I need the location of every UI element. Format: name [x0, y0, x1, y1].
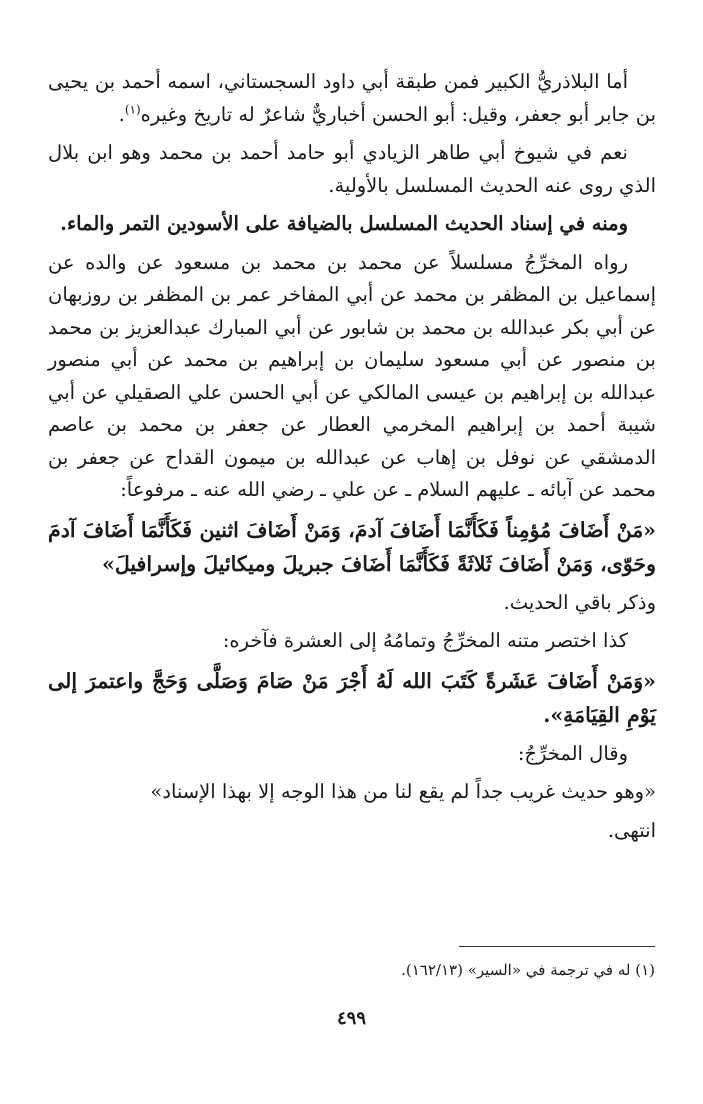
page-body: [48, 66, 656, 853]
paragraph-isnad: رواه المخرِّجُ مسلسلاً عن محمد بن محمد بن مسعود عن والده عن إسماعيل بن المظفر بن محمد عن أبي المفاخر عمر بن المظفر بن روزبهان عن أبي بكر عبدالله بن محمد بن شابور عن أبي المبارك عبدالعزيز بن محمد بن منصور عن أبي مسعود سليمان بن إبراهيم بن محمد عن أبي منصور عبدالله بن إبراهيم بن عيسى المالكي عن أبي الحسن علي الصقيلي عن أبي شيبة أحمد بن إبراهيم المخرمي العطار عن جعفر بن محمد بن عاصم الدمشقي عن نوفل بن إهاب عن عبدالله بن ميمون القداح عن جعفر بن محمد عن آبائه ـ عليهم السلام ـ عن علي ـ رضي الله عنه ـ مرفوعاً:: [48, 250, 656, 501]
paragraph-end-mark: .: [118, 102, 125, 126]
footnote: (١) له في ترجمة في «السير» (١٦٢/١٣).: [401, 961, 655, 979]
paragraph-gharib: «وهو حديث غريب جداً لم يقع لنا من هذا الوجه إلا بهذا الإسناد»: [150, 780, 656, 803]
footnote-divider: [459, 946, 655, 947]
hadith-quote-2: «وَمَنْ أَضَافَ عَشَرةً كَتَبَ الله لَهُ أَجْرَ مَنْ صَامَ وَصَلَّى وَحَجَّ واعتمرَ إلى يَوْمِ القِيَامَةِ».: [48, 668, 656, 727]
page-number: ٤٩٩: [336, 1008, 366, 1029]
footnote-reference[interactable]: (١): [124, 102, 141, 116]
paragraph-ziyadi: نعم في شيوخ أبي طاهر الزيادي أبو حامد أحمد بن محمد وهو ابن بلال الذي روى عنه الحديث المسلسل بالأولية.: [48, 141, 656, 197]
paragraph-intaha: انتهى.: [607, 818, 656, 842]
hadith-quote-1: «مَنْ أَضَافَ مُؤمِناً فَكَأَنَّمَا أَضَافَ آدمَ، وَمَنْ أَضَافَ اثنين فَكَأَنَّمَا أَضَافَ آدمَ وحَوّى، وَمَنْ أَضَافَ ثَلاثَةً فَكَأَنَّمَا أَضَافَ جبريلَ وميكائيلَ وإسرافيلَ»: [48, 517, 656, 576]
paragraph-rest-of-hadith: وذكر باقي الحديث.: [503, 590, 656, 614]
paragraph-abridged: كذا اختصر متنه المخرِّجُ وتمامُهُ إلى العشرة فآخره:: [222, 629, 628, 652]
paragraph-mukharrij-said: وقال المخرِّجُ:: [517, 741, 628, 765]
section-heading-musalsal: ومنه في إسناد الحديث المسلسل بالضيافة على الأسودين التمر والماء.: [60, 212, 628, 235]
paragraph-baladhuri: [48, 66, 656, 131]
paragraph-text: أما البلاذريُّ الكبير فمن طبقة أبي داود السجستاني، اسمه أحمد بن يحيى بن جابر أبو جعفر، وقيل: أبو الحسن أخباريٌّ شاعرٌ له تاريخ وغيره: [48, 70, 656, 126]
